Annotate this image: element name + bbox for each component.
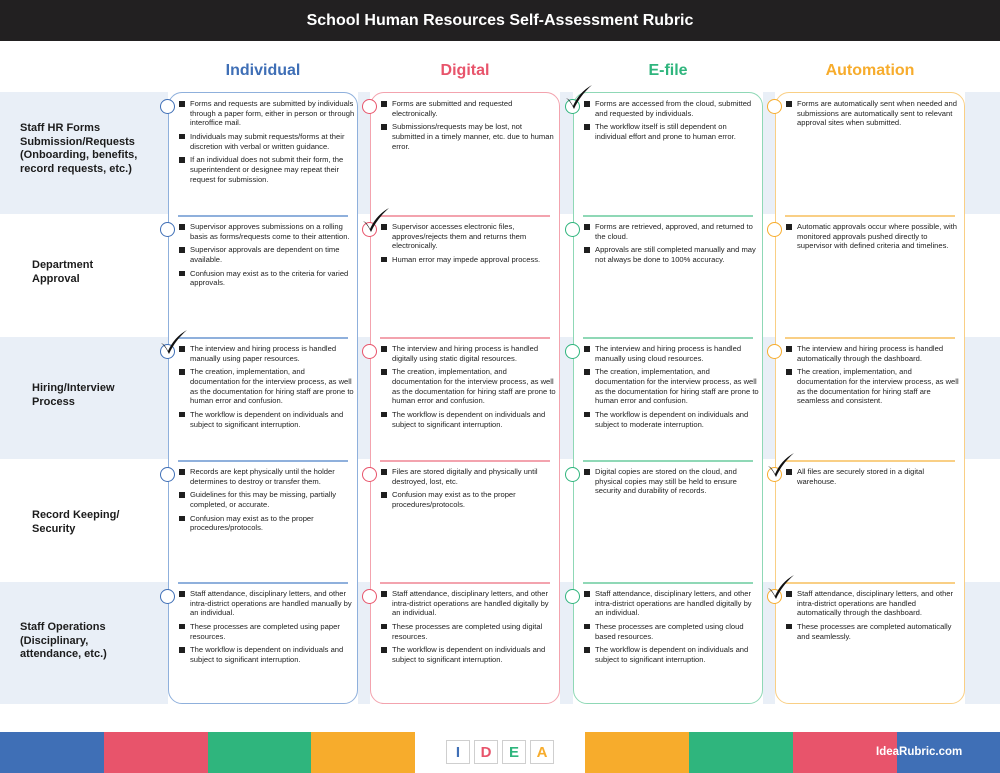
bullet-item: The workflow is dependent on individuals and subject to significant interruption.	[179, 645, 355, 664]
bullet-item: Approvals are still completed manually and may not always be done to 100% accuracy.	[584, 245, 760, 264]
selection-radio[interactable]	[160, 99, 175, 114]
selection-radio[interactable]	[160, 467, 175, 482]
bullet-item: Individuals may submit requests/forms at their discretion with verbal or written guidance.	[179, 132, 355, 151]
logo-letter-d: D	[474, 740, 498, 764]
selection-radio[interactable]	[362, 467, 377, 482]
bullet-item: The workflow is dependent on individuals and subject to moderate interruption.	[584, 410, 760, 429]
bullet-item: Automatic approvals occur where possible, with monitored approvals pushed directly to supervisor with defined criteria and timelines.	[786, 222, 962, 251]
selection-radio[interactable]	[565, 222, 580, 237]
bullet-item: Human error may impede approval process.	[381, 255, 557, 265]
bullet-item: Staff attendance, disciplinary letters, and other intra-district operations are handled digitally by an individual.	[381, 589, 557, 618]
selection-radio[interactable]	[767, 344, 782, 359]
selection-radio[interactable]	[362, 589, 377, 604]
bullet-item: Confusion may exist as to the proper procedures/protocols.	[381, 490, 557, 509]
bullet-item: Guidelines for this may be missing, partially completed, or accurate.	[179, 490, 355, 509]
column-header-individual: Individual	[225, 62, 301, 79]
logo-letter-a: A	[530, 740, 554, 764]
bullet-item: The workflow is dependent on individuals and subject to significant interruption.	[179, 410, 355, 429]
checkmark-path	[768, 453, 794, 477]
footer-stripe-green	[689, 732, 793, 773]
column-frame-automation	[775, 92, 965, 704]
bullet-item: The workflow is dependent on individuals and subject to significant interruption.	[584, 645, 760, 664]
footer-stripe-yellow	[311, 732, 415, 773]
footer-stripe-green	[208, 732, 311, 773]
bullet-item: Digital copies are stored on the cloud, and physical copies may still be held to ensure security and durability of records.	[584, 467, 760, 496]
checkmark-icon	[564, 84, 594, 110]
bullet-item: The creation, implementation, and documentation for the interview process, as well as the documentation for hiring staff are prone to human error and confusion.	[381, 367, 557, 405]
bullet-item: Forms are automatically sent when needed and submissions are automatically sent to relevant approval sites when submitted.	[786, 99, 962, 128]
column-header-digital: Digital	[440, 62, 490, 79]
column-header-efile: E-file	[648, 62, 688, 79]
bullet-item: Confusion may exist as to the proper procedures/protocols.	[179, 514, 355, 533]
bullet-item: The interview and hiring process is handled digitally using static digital resources.	[381, 344, 557, 363]
bullet-item: These processes are completed automatically and seamlessly.	[786, 622, 962, 641]
column-frame-individual	[168, 92, 358, 704]
bullet-item: Confusion may exist as to the criteria for varied approvals.	[179, 269, 355, 288]
bullet-item: Staff attendance, disciplinary letters, and other intra-district operations are handled manually by an individual.	[179, 589, 355, 618]
site-url[interactable]: IdeaRubric.com	[876, 746, 963, 758]
selection-radio[interactable]	[362, 99, 377, 114]
column-header-automation: Automation	[825, 62, 915, 79]
checkmark-path	[768, 575, 794, 599]
bullet-item: Forms are retrieved, approved, and returned to the cloud.	[584, 222, 760, 241]
bullet-item: Supervisor accesses electronic files, approves/rejects them and returns them electronically.	[381, 222, 557, 251]
bullet-item: The interview and hiring process is handled automatically through the dashboard.	[786, 344, 962, 363]
bullet-item: These processes are completed using digital resources.	[381, 622, 557, 641]
bullet-item: Records are kept physically until the holder determines to destroy or transfer them.	[179, 467, 355, 486]
selection-radio[interactable]	[565, 467, 580, 482]
checkmark-path	[566, 85, 592, 109]
page-title: School Human Resources Self-Assessment Rubric	[0, 0, 1000, 41]
row-label-record-keeping: Record Keeping/ Security	[32, 509, 120, 535]
bullet-item: If an individual does not submit their form, the superintendent or designee may repeat their request for submission.	[179, 155, 355, 184]
bullet-item: Staff attendance, disciplinary letters, and other intra-district operations are handled digitally by an individual.	[584, 589, 760, 618]
bullet-item: Staff attendance, disciplinary letters, and other intra-district operations are handled automatically through the dashboard.	[786, 589, 962, 618]
row-label-staff-operations: Staff Operations (Disciplinary, attendance, etc.)	[20, 621, 107, 660]
footer-stripe-red	[104, 732, 208, 773]
bullet-item: Forms and requests are submitted by individuals through a paper form, either in person or through interoffice mail.	[179, 99, 355, 128]
footer-stripe-yellow	[585, 732, 689, 773]
logo-letter-e: E	[502, 740, 526, 764]
selection-radio[interactable]	[767, 99, 782, 114]
footer-stripe-blue	[0, 732, 104, 773]
checkmark-icon	[766, 452, 796, 478]
checkmark-path	[363, 208, 389, 232]
bullet-item: The workflow is dependent on individuals and subject to significant interruption.	[381, 410, 557, 429]
bullet-item: These processes are completed using paper resources.	[179, 622, 355, 641]
bullet-item: The workflow itself is still dependent on individual effort and prone to human error.	[584, 122, 760, 141]
row-label-hr-forms: Staff HR Forms Submission/Requests (Onboarding, benefits, record requests, etc.)	[20, 122, 138, 175]
row-label-hiring-interview: Hiring/Interview Process	[32, 382, 115, 408]
column-frame-digital	[370, 92, 560, 704]
checkmark-icon	[159, 329, 189, 355]
checkmark-path	[161, 330, 187, 354]
bullet-item: The creation, implementation, and documentation for the interview process, as well as the documentation for hiring staff are prone to human error and confusion.	[179, 367, 355, 405]
bullet-item: The interview and hiring process is handled manually using paper resources.	[179, 344, 355, 363]
bullet-item: Submissions/requests may be lost, not submitted in a timely manner, etc. due to human error.	[381, 122, 557, 151]
selection-radio[interactable]	[565, 344, 580, 359]
idea-logo	[446, 740, 554, 764]
selection-radio[interactable]	[565, 589, 580, 604]
selection-radio[interactable]	[160, 222, 175, 237]
bullet-item: The creation, implementation, and documentation for the interview process, as well as the documentation for hiring staff are prone to human error and confusion.	[584, 367, 760, 405]
bullet-item: The creation, implementation, and documentation for the interview process, as well as the documentation for hiring staff are seamless and consistent.	[786, 367, 962, 405]
bullet-item: Forms are submitted and requested electronically.	[381, 99, 557, 118]
column-frame-efile	[573, 92, 763, 704]
bullet-item: Forms are accessed from the cloud, submitted and requested by individuals.	[584, 99, 760, 118]
bullet-item: The interview and hiring process is handled manually using cloud resources.	[584, 344, 760, 363]
selection-radio[interactable]	[767, 222, 782, 237]
bullet-item: All files are securely stored in a digital warehouse.	[786, 467, 962, 486]
bullet-item: Files are stored digitally and physically until destroyed, lost, etc.	[381, 467, 557, 486]
bullet-item: Supervisor approves submissions on a rolling basis as forms/requests come to their attention.	[179, 222, 355, 241]
checkmark-icon	[361, 207, 391, 233]
bullet-item: Supervisor approvals are dependent on time available.	[179, 245, 355, 264]
row-label-department-approval: Department Approval	[32, 259, 94, 285]
logo-letter-i: I	[446, 740, 470, 764]
bullet-item: The workflow is dependent on individuals and subject to significant interruption.	[381, 645, 557, 664]
bullet-item: These processes are completed using cloud based resources.	[584, 622, 760, 641]
selection-radio[interactable]	[160, 589, 175, 604]
selection-radio[interactable]	[362, 344, 377, 359]
checkmark-icon	[766, 574, 796, 600]
